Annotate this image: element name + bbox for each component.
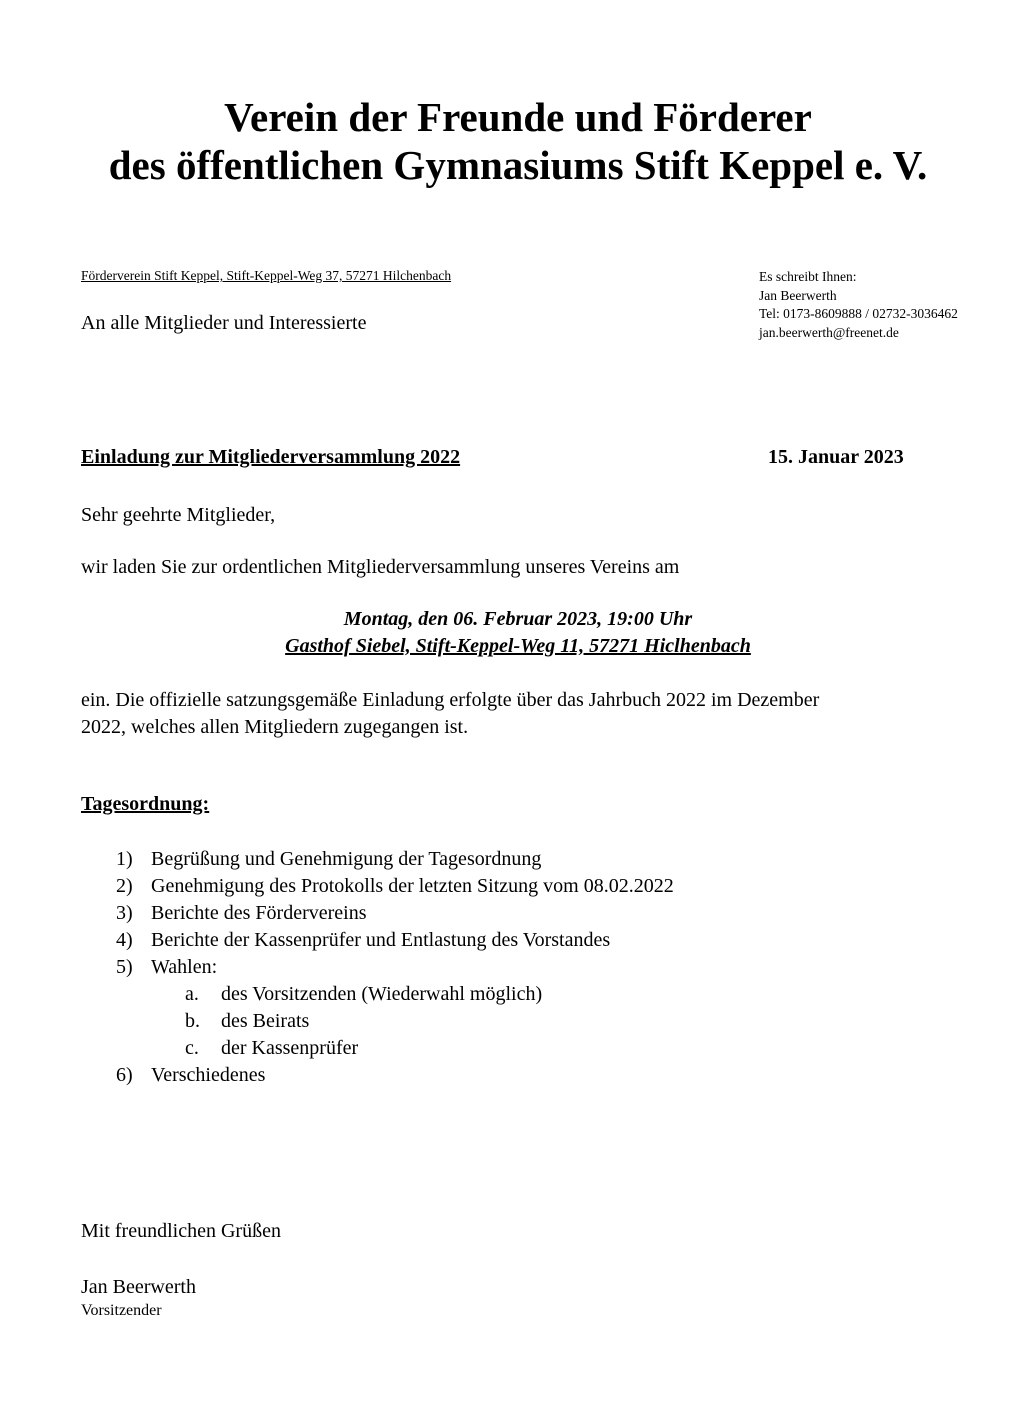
agenda-subitem-text: des Vorsitzenden (Wiederwahl möglich) <box>221 983 543 1005</box>
agenda-item-number: 4) <box>116 929 133 951</box>
sender-address: Förderverein Stift Keppel, Stift-Keppel-Weg 37, 57271 Hilchenbach <box>81 268 452 283</box>
agenda-item-text: Verschiedenes <box>151 1064 266 1086</box>
contact-email: jan.beerwerth@freenet.de <box>759 324 899 340</box>
signoff: Mit freundlichen Grüßen <box>81 1220 281 1242</box>
event-location: Gasthof Siebel, Stift-Keppel-Weg 11, 57271 Hiclhenbach <box>285 635 751 657</box>
body-line-2: 2022, welches allen Mitgliedern zugegangen ist. <box>81 716 469 738</box>
contact-intro: Es schreibt Ihnen: <box>759 269 857 284</box>
agenda-item-number: 5) <box>116 956 133 978</box>
contact-block <box>759 268 958 342</box>
event-location-line <box>0 633 1036 660</box>
agenda-subitem-text: der Kassenprüfer <box>221 1037 359 1059</box>
agenda-heading: Tagesordnung: <box>81 793 210 815</box>
signer-name: Jan Beerwerth <box>81 1276 196 1298</box>
subject: Einladung zur Mitgliederversammlung 2022 <box>81 446 461 468</box>
salutation: Sehr geehrte Mitglieder, <box>81 504 276 526</box>
event-datetime: Montag, den 06. Februar 2023, 19:00 Uhr <box>343 608 693 630</box>
recipient: An alle Mitglieder und Interessierte <box>81 312 367 334</box>
intro-text: wir laden Sie zur ordentlichen Mitgliederversammlung unseres Vereins am <box>81 556 680 578</box>
agenda-subitem-letter: a. <box>185 983 199 1005</box>
contact-name: Jan Beerwerth <box>759 287 837 303</box>
agenda-item-number: 6) <box>116 1064 133 1086</box>
agenda-item-number: 2) <box>116 875 133 897</box>
letter-date: 15. Januar 2023 <box>768 446 904 468</box>
agenda-item-text: Begrüßung und Genehmigung der Tagesordnung <box>151 848 542 870</box>
agenda-item-text: Wahlen: <box>151 956 218 978</box>
agenda-item-text: Berichte des Fördervereins <box>151 902 367 924</box>
agenda-item-text: Genehmigung des Protokolls der letzten Sitzung vom 08.02.2022 <box>151 875 674 897</box>
title-line-2: des öffentlichen Gymnasiums Stift Keppel e. V. <box>108 142 928 188</box>
contact-tel: Tel: 0173-8609888 / 02732-3036462 <box>759 306 958 321</box>
agenda-item-number: 3) <box>116 902 133 924</box>
title-line-1: Verein der Freunde und Förderer <box>224 94 812 140</box>
agenda-subitem-letter: c. <box>185 1037 199 1059</box>
agenda-item-number: 1) <box>116 848 133 870</box>
agenda-subitem-letter: b. <box>185 1010 200 1032</box>
body-line-1: ein. Die offizielle satzungsgemäße Einladung erfolgte über das Jahrbuch 2022 im Dezember <box>81 689 820 711</box>
signer-role: Vorsitzender <box>81 1302 162 1319</box>
agenda-subitem-text: des Beirats <box>221 1010 310 1032</box>
agenda-item-text: Berichte der Kassenprüfer und Entlastung des Vorstandes <box>151 929 611 951</box>
